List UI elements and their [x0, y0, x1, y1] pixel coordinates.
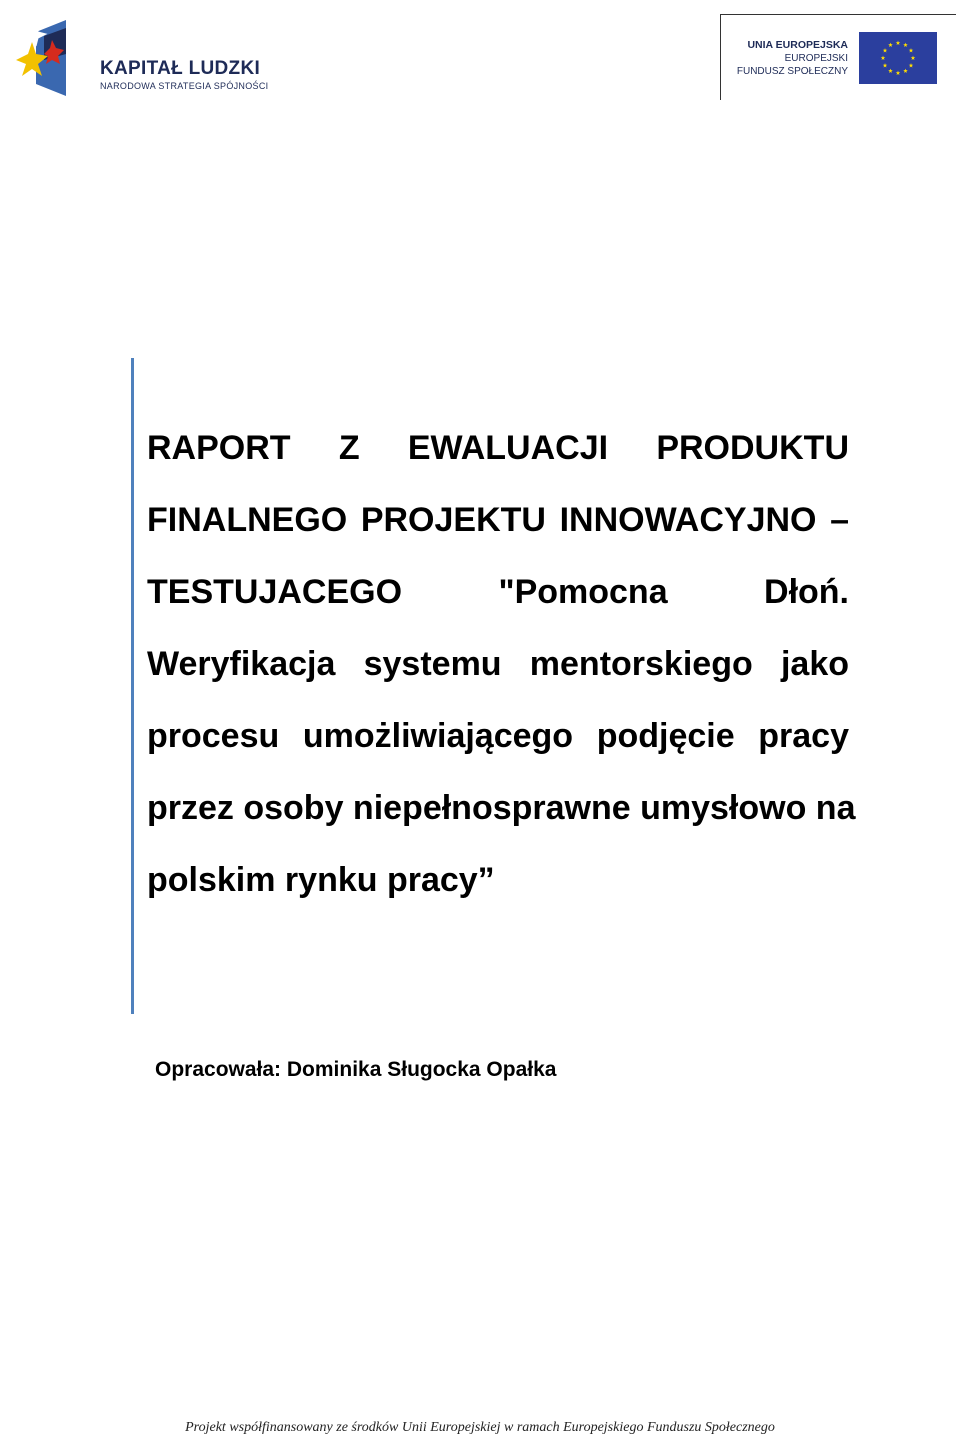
title-line-2: FINALNEGO PROJEKTU INNOWACYJNO –	[147, 501, 849, 539]
eu-line1: UNIA EUROPEJSKA	[747, 39, 848, 51]
kapital-ludzki-logo	[14, 14, 274, 100]
title-line-3: TESTUJACEGO "Pomocna Dłoń.	[147, 573, 849, 611]
kapital-ludzki-name: KAPITAŁ LUDZKI	[100, 58, 261, 79]
kapital-ludzki-tagline: NARODOWA STRATEGIA SPÓJNOŚCI	[100, 81, 269, 91]
kapital-ludzki-emblem-icon	[14, 14, 70, 100]
eu-line3: FUNDUSZ SPOŁECZNY	[736, 66, 848, 77]
eu-logo-text	[737, 39, 848, 78]
report-title	[147, 412, 856, 916]
title-line-1: RAPORT Z EWALUACJI PRODUKTU	[147, 429, 849, 467]
eu-line2: EUROPEJSKI	[784, 53, 848, 64]
accent-rule	[131, 358, 134, 1014]
author-line: Opracowała: Dominika Sługocka Opałka	[155, 1058, 557, 1081]
title-line-4: Weryfikacja systemu mentorskiego jako	[147, 645, 849, 683]
eu-flag-icon	[859, 32, 937, 84]
title-line-6: przez osoby niepełnosprawne umysłowo na	[147, 789, 856, 827]
cofinancing-footer: Projekt współfinansowany ze środków Unii Europejskiej w ramach Europejskiego Funduszu Społecznego	[185, 1420, 775, 1435]
eu-efs-logo	[720, 14, 956, 100]
title-line-7: polskim rynku pracy”	[147, 861, 495, 899]
title-line-5: procesu umożliwiającego podjęcie pracy	[147, 717, 849, 755]
